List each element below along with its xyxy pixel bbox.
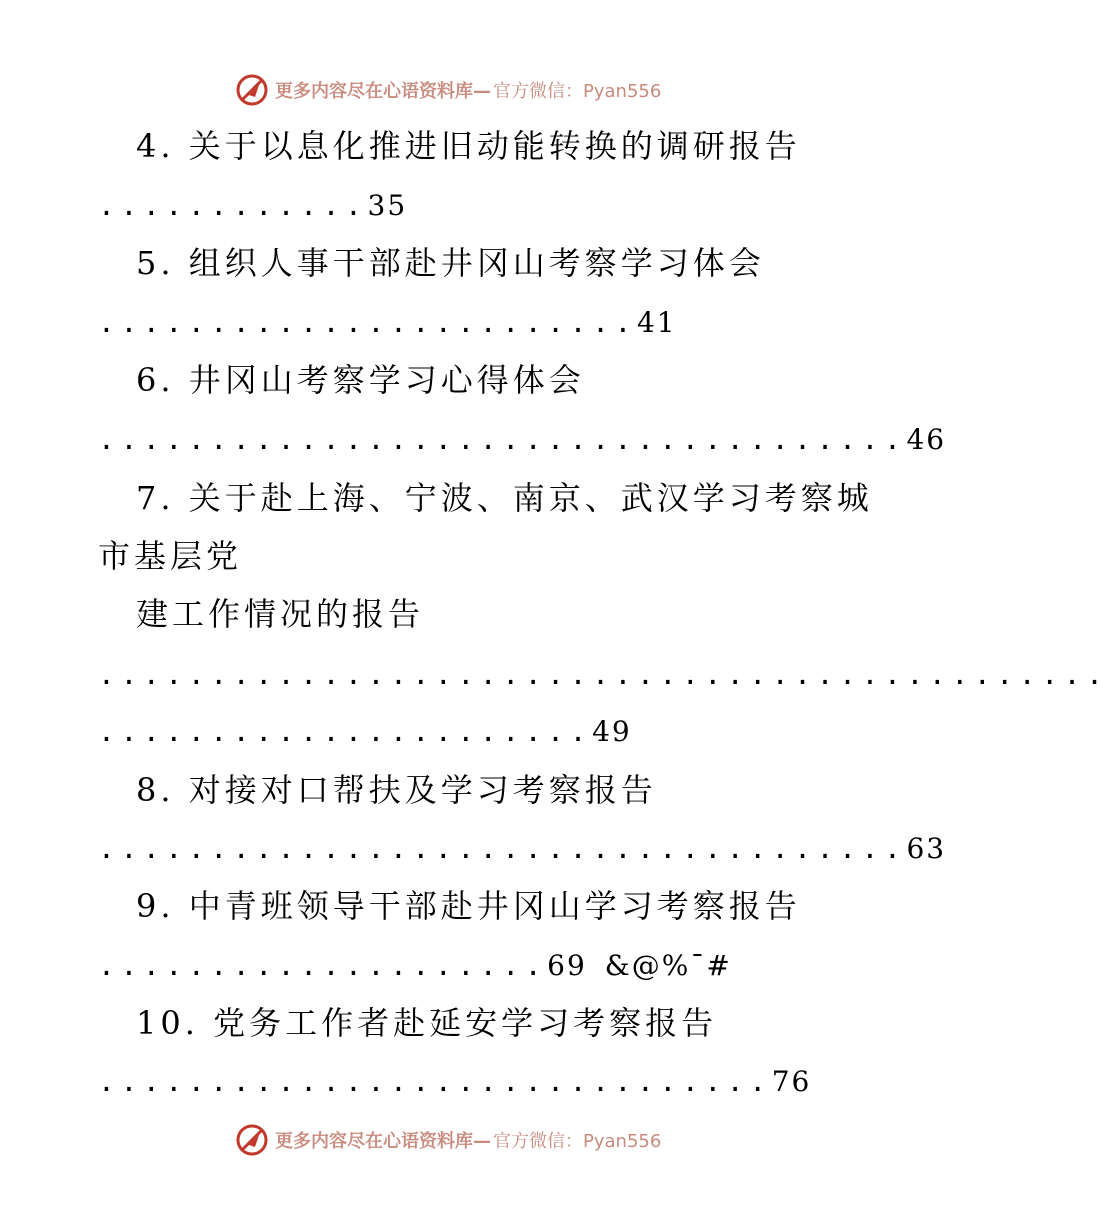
page-number: 76 <box>771 1065 812 1098</box>
header-watermark-banner <box>235 72 661 108</box>
toc-entry-title: 8. 对接对口帮扶及学习考察报告 <box>136 771 657 809</box>
toc-entry-title: 9. 中青班领导干部赴井冈山学习考察报告 <box>136 887 801 925</box>
dot-leader: .................... <box>98 949 548 982</box>
banner-text: 更多内容尽在心语资料库— <box>275 81 491 102</box>
dot-leader: .................................... <box>98 423 907 456</box>
banner-wechat: 官方微信：Pyan556 <box>493 81 662 102</box>
dot-leader: .................................... <box>98 832 907 865</box>
toc-entry-leader <box>98 712 632 752</box>
toc-entry-leader <box>98 946 732 986</box>
toc-entry-title: 4. 关于以息化推进旧动能转换的调研报告 <box>136 127 801 165</box>
quill-logo-icon <box>235 1123 269 1157</box>
banner-wechat: 官方微信：Pyan556 <box>493 1131 662 1152</box>
page-number: 41 <box>636 306 677 339</box>
page-number: 69 <box>547 949 587 982</box>
toc-entry-title: 6. 井冈山考察学习心得体会 <box>136 361 585 399</box>
toc-entry-leader <box>98 303 677 343</box>
toc-entry-leader <box>98 1062 811 1102</box>
toc-entry-title-continued: 建工作情况的报告 <box>136 595 425 633</box>
stray-characters: &@%¯# <box>604 949 732 982</box>
page-number: 35 <box>367 189 408 222</box>
page-number: 46 <box>906 423 947 456</box>
toc-entry-title: 10. 党务工作者赴延安学习考察报告 <box>136 1004 718 1042</box>
banner-text: 更多内容尽在心语资料库— <box>275 1131 491 1152</box>
dot-leader: ............ <box>98 189 368 222</box>
dot-leader: .............................. <box>98 1065 772 1098</box>
footer-watermark-banner <box>235 1122 661 1158</box>
dot-leader: ........................ <box>98 306 637 339</box>
toc-entry-leader <box>98 186 407 226</box>
toc-entry-title: 5. 组织人事干部赴井冈山考察学习体会 <box>136 244 765 282</box>
toc-entry-leader: ............................................. <box>98 658 1109 691</box>
page-number: 63 <box>906 832 947 865</box>
toc-entry-title-continued: 市基层党 <box>98 537 243 575</box>
toc-entry-leader <box>98 829 946 869</box>
page-number: 49 <box>592 715 632 748</box>
toc-entry-title: 7. 关于赴上海、宁波、南京、武汉学习考察城 <box>136 479 873 517</box>
toc-entry-leader <box>98 420 946 460</box>
dot-leader: ...................... <box>98 715 593 748</box>
quill-logo-icon <box>235 73 269 107</box>
